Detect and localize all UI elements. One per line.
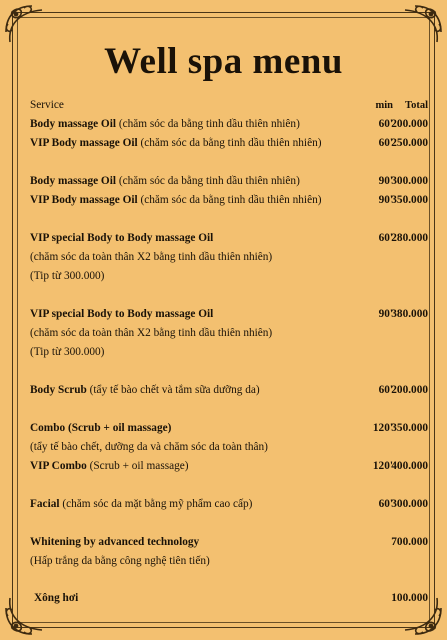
item-min: 60'	[378, 232, 393, 244]
menu-item	[30, 533, 430, 552]
page-title: Well spa menu	[104, 41, 343, 82]
item-price: 200.000	[391, 384, 428, 396]
item-desc-line: (tẩy tế bào chết, dưỡng da và chăm sóc da toàn thân)	[30, 441, 268, 453]
item-min: 60'	[378, 498, 393, 510]
menu-item	[30, 305, 430, 324]
item-price: 300.000	[391, 498, 428, 510]
item-price: 300.000	[391, 175, 428, 187]
spacer	[30, 362, 430, 381]
item-min: 120'	[372, 460, 393, 472]
item-desc: (chăm sóc da bằng tinh dầu thiên nhiên)	[116, 118, 300, 130]
item-name: Xông hơi	[34, 592, 79, 604]
item-tip-line: (Tip từ 300.000)	[30, 346, 105, 358]
item-desc: (chăm sóc da bằng tinh dầu thiên nhiên)	[116, 175, 300, 187]
item-name: Facial	[30, 498, 60, 510]
item-desc-line: (Hấp trắng da bằng công nghệ tiên tiến)	[30, 555, 210, 567]
service-menu	[30, 96, 430, 608]
spacer	[30, 210, 430, 229]
spacer	[30, 514, 430, 533]
item-min: 90'	[378, 308, 393, 320]
item-min: 90'	[378, 194, 393, 206]
item-desc: (Scrub + oil massage)	[86, 460, 189, 472]
item-min: 60'	[378, 118, 393, 130]
item-name: VIP Body massage Oil	[30, 194, 138, 206]
item-desc: (chăm sóc da mặt bằng mỹ phẩm cao cấp)	[59, 498, 253, 510]
spacer	[30, 571, 430, 589]
item-price: 350.000	[391, 422, 428, 434]
item-name: Combo (Scrub + oil massage)	[30, 422, 172, 434]
spacer	[30, 400, 430, 419]
menu-item	[30, 134, 430, 153]
item-price: 200.000	[391, 118, 428, 130]
item-desc: (tẩy tế bào chết và tắm sữa dưỡng da)	[86, 384, 260, 396]
item-name: VIP special Body to Body massage Oil	[30, 232, 214, 244]
menu-header-row	[30, 96, 430, 115]
item-name: Body massage Oil	[30, 118, 116, 130]
item-price: 250.000	[391, 137, 428, 149]
min-header: min	[375, 100, 393, 111]
menu-item	[30, 172, 430, 191]
item-min: 120'	[372, 422, 393, 434]
item-tip-line: (Tip từ 300.000)	[30, 270, 105, 282]
item-price: 100.000	[391, 592, 428, 604]
item-name: Whitening by advanced technology	[30, 536, 200, 548]
item-desc: (chăm sóc da bằng tinh dầu thiên nhiên)	[137, 194, 322, 206]
item-price: 400.000	[391, 460, 428, 472]
menu-item	[30, 229, 430, 248]
spacer	[30, 476, 430, 495]
service-header: Service	[30, 99, 64, 111]
item-name: VIP special Body to Body massage Oil	[30, 308, 214, 320]
menu-item	[30, 495, 430, 514]
item-desc-line: (chăm sóc da toàn thân X2 bằng tinh dầu thiên nhiên)	[30, 327, 273, 339]
item-name: Body massage Oil	[30, 175, 116, 187]
spacer	[30, 286, 430, 305]
item-name: VIP Combo	[30, 460, 87, 472]
item-price: 380.000	[391, 308, 428, 320]
menu-item	[30, 457, 430, 476]
item-price: 280.000	[391, 232, 428, 244]
item-desc-line: (chăm sóc da toàn thân X2 bằng tinh dầu thiên nhiên)	[30, 251, 273, 263]
menu-item	[30, 419, 430, 438]
total-header: Total	[405, 100, 428, 111]
item-price: 700.000	[391, 536, 428, 548]
spacer	[30, 153, 430, 172]
menu-item	[30, 115, 430, 134]
item-name: Body Scrub	[30, 384, 87, 396]
item-price: 350.000	[391, 194, 428, 206]
menu-item	[30, 589, 430, 608]
item-min: 90'	[378, 175, 393, 187]
item-name: VIP Body massage Oil	[30, 137, 138, 149]
item-min: 60'	[378, 137, 393, 149]
menu-item	[30, 191, 430, 210]
item-desc: (chăm sóc da bằng tinh dầu thiên nhiên)	[137, 137, 322, 149]
menu-item	[30, 381, 430, 400]
item-min: 60'	[378, 384, 393, 396]
